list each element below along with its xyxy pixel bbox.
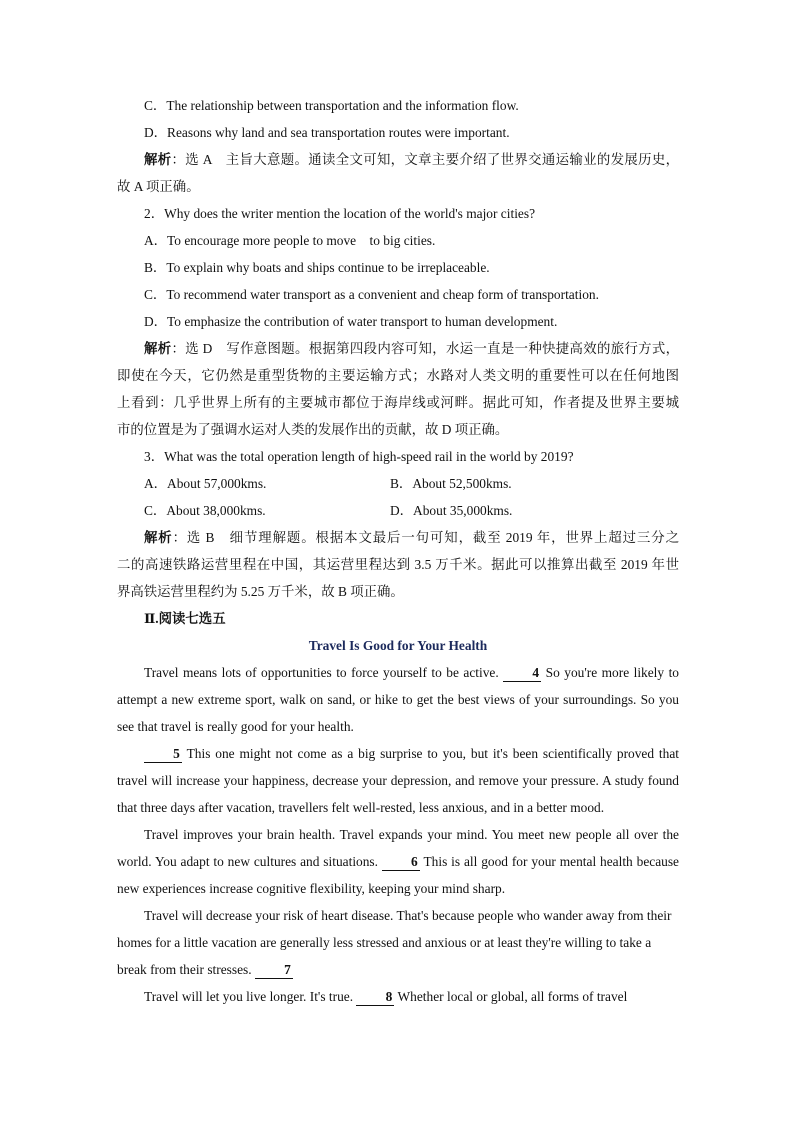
passage-paragraph (117, 983, 679, 1010)
q3-option-c: C．About 38,000kms. (144, 503, 266, 518)
blank-5[interactable]: 5 (144, 746, 182, 763)
document-page (117, 92, 679, 1010)
q2-question: 2．Why does the writer mention the location of the world's major cities? (144, 206, 536, 221)
q3-analysis-line: 二的高速铁路运营里程在中国，其运营里程达到 3.5 万千米。据此可以推算出截至 2019 年世 (117, 557, 679, 572)
analysis-label: 解析 (144, 530, 173, 545)
blank-8[interactable]: 8 (356, 989, 394, 1006)
q2-analysis-line: 即使在今天，它仍然是重型货物的主要运输方式；水路对人类文明的重要性可以在任何地图 (117, 368, 679, 383)
q3-option-a: A．About 57,000kms. (144, 476, 267, 491)
passage-paragraph (117, 659, 679, 740)
q2-analysis-line (117, 335, 679, 362)
q1-option-d: D．Reasons why land and sea transportation routes were important. (144, 125, 510, 140)
paragraph-text: Travel will let you live longer. It's true. (144, 989, 357, 1004)
paragraph-text: So you're more likely to attempt a new extreme sport, walk on sand, or hike to get the best views of your surroundings. So you see that travel is really good for your health. (117, 665, 679, 734)
paragraph-text: Travel improves your brain health. Travel expands your mind. You meet new people all over the world. You adapt to new cultures and situations. (117, 827, 679, 869)
q2-option-c: C．To recommend water transport as a convenient and cheap form of transportation. (144, 287, 599, 302)
blank-7[interactable]: 7 (255, 962, 293, 979)
q3-option-b: B．About 52,500kms. (390, 476, 512, 491)
paragraph-text: This one might not come as a big surprise to you, but it's been scientifically proved that travel will increase your happiness, decrease your depression, and remove your pressure. A study found that three days after vacation, travellers felt well-rested, less anxious, and in a better mood. (117, 746, 679, 815)
passage-paragraph (117, 902, 679, 983)
analysis-text: ：选 D 写作意图题。根据第四段内容可知，水运一直是一种快捷高效的旅行方式， (171, 341, 680, 356)
passage-title: Travel Is Good for Your Health (308, 638, 488, 653)
q3-question: 3．What was the total operation length of high-speed rail in the world by 2019? (144, 449, 574, 464)
q3-analysis-line: 界高铁运营里程约为 5.25 万千米，故 B 项正确。 (117, 584, 404, 599)
q2-option-d: D．To emphasize the contribution of water transport to human development. (144, 314, 558, 329)
analysis-label: 解析 (144, 341, 172, 356)
q1-analysis-line: 故 A 项正确。 (117, 179, 200, 194)
passage-paragraph (117, 740, 679, 821)
paragraph-text: Travel will decrease your risk of heart disease. That's because people who wander away from their homes for a little vacation are generally less stressed and anxious or at least they're willing to take a break from their stresses. (117, 908, 672, 977)
paragraph-text: Whether local or global, all forms of travel (394, 989, 628, 1004)
paragraph-text: This is all good for your mental health because new experiences increase cognitive flexibility, keeping your mind sharp. (117, 854, 679, 896)
q3-option-d: D．About 35,000kms. (390, 503, 513, 518)
q2-option-b: B．To explain why boats and ships continue to be irreplaceable. (144, 260, 490, 275)
analysis-label: 解析 (144, 152, 172, 167)
blank-6[interactable]: 6 (382, 854, 420, 871)
section-heading: Ⅱ.阅读七选五 (144, 611, 226, 626)
q1-analysis-line (117, 146, 679, 173)
q3-options-row (117, 497, 679, 524)
blank-4[interactable]: 4 (503, 665, 541, 682)
paragraph-text: Travel means lots of opportunities to force yourself to be active. (144, 665, 504, 680)
passage-paragraph (117, 821, 679, 902)
analysis-text: ：选 B 细节理解题。根据本文最后一句可知，截至 2019 年，世界上超过三分之 (172, 530, 679, 545)
q3-options-row (117, 470, 679, 497)
q2-analysis-line: 上看到：几乎世界上所有的主要城市都位于海岸线或河畔。据此可知，作者提及世界主要城 (117, 395, 679, 410)
analysis-text: ：选 A 主旨大意题。通读全文可知，文章主要介绍了世界交通运输业的发展历史， (171, 152, 680, 167)
q1-option-c: C．The relationship between transportation and the information flow. (144, 98, 519, 113)
q2-option-a: A．To encourage more people to move to big cities. (144, 233, 436, 248)
q3-analysis-line (117, 524, 679, 551)
q2-analysis-line: 市的位置是为了强调水运对人类的发展作出的贡献，故 D 项正确。 (117, 422, 509, 437)
